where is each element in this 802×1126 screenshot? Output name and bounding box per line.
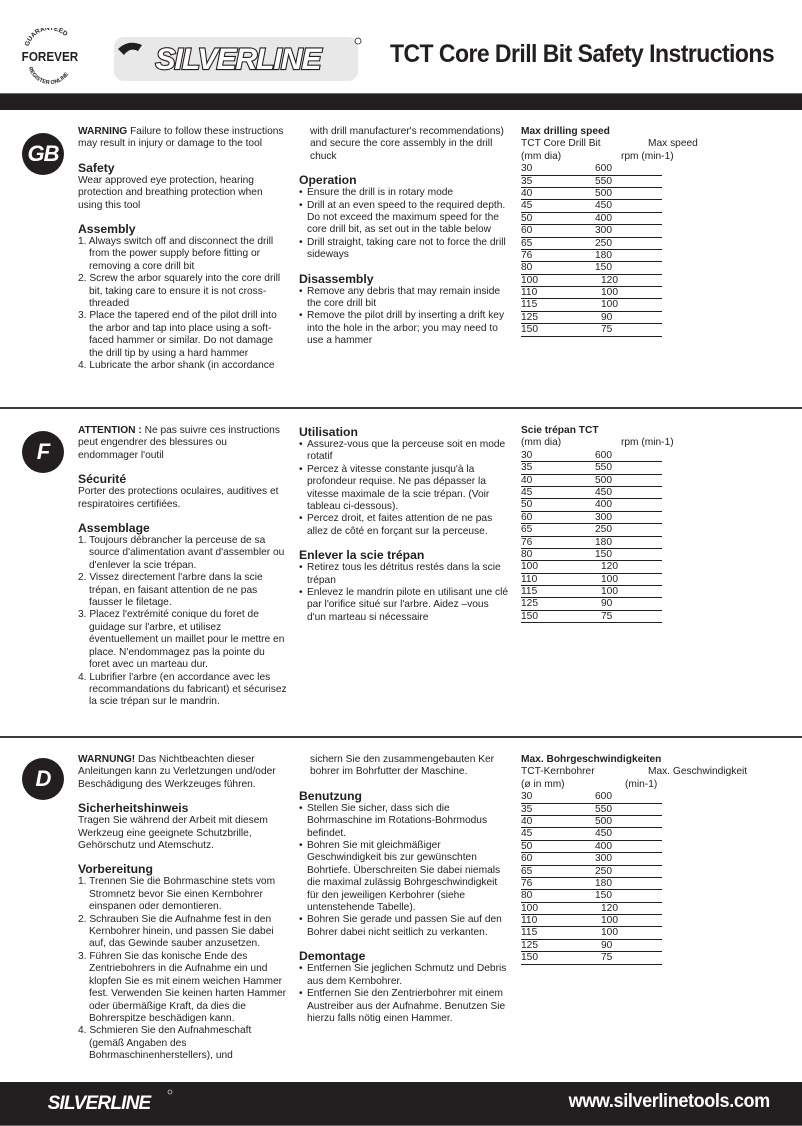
operation-item: • Bohren Sie gerade und passen Sie auf den Bohrer dabei nicht seitlich zu verkanten. <box>299 914 509 939</box>
assembly-step-continued: with drill manufacturer's recommendations) and secure the core assembly in the drill chuck <box>310 126 504 162</box>
diameter-cell: 60 <box>521 225 533 237</box>
diameter-cell: 110 <box>521 915 538 927</box>
diameter-cell: 30 <box>521 449 533 461</box>
table-title: Max drilling speed <box>521 126 610 137</box>
column-1 <box>78 425 288 709</box>
table-row <box>521 598 662 610</box>
table-row <box>521 213 662 225</box>
column-2 <box>299 754 509 1025</box>
table-row <box>521 450 662 462</box>
diameter-cell: 80 <box>521 890 533 902</box>
table-row <box>521 312 662 324</box>
svg-text:SILVERLINE: SILVERLINE <box>155 43 321 76</box>
operation-item: • Drill straight, taking care not to force the drill sideways <box>299 237 509 262</box>
speed-cell: 250 <box>595 865 612 877</box>
disassembly-item: • Remove any debris that may remain inside the core drill bit <box>299 286 509 311</box>
assembly-step: 1. Toujours débrancher la perceuse de sa source d'alimentation avant d'assembler ou d'enlever la scie trépan. <box>78 535 285 571</box>
speed-table-gb <box>521 126 761 337</box>
speed-cell: 180 <box>595 536 612 548</box>
table-row <box>521 462 662 474</box>
diameter-cell: 50 <box>521 212 533 224</box>
diameter-cell: 50 <box>521 840 533 852</box>
assembly-step: 3. Placez l'extrémité conique du foret de guidage sur l'arbre, et utilisez éventuellement un maillet pour le mettre en place. N'endommagez pas la pointe du foret avec un marteau dur. <box>78 609 285 671</box>
table-header-units <box>521 779 761 791</box>
table-row <box>521 188 662 200</box>
diameter-cell: 35 <box>521 803 533 815</box>
disassembly-heading: Disassembly <box>299 271 374 286</box>
operation-list <box>299 187 509 261</box>
assembly-steps <box>78 876 288 1062</box>
diameter-cell: 45 <box>521 486 533 498</box>
speed-cell: 450 <box>595 828 612 840</box>
table-row <box>521 574 662 586</box>
table-rows <box>521 163 761 336</box>
assembly-step: 2. Screw the arbor squarely into the core drill bit, taking care to ensure it is not cross-threaded <box>78 273 281 310</box>
operation-item: • Percez à vitesse constante jusqu'à la profondeur requise. Ne pas dépasser la vitesse maximale de la scie trépan. (Voir tableau ci-dessous). <box>299 464 509 514</box>
speed-cell: 90 <box>601 311 613 323</box>
table-row <box>521 163 662 175</box>
operation-item: • Assurez-vous que la perceuse soit en mode rotatif <box>299 439 509 464</box>
speed-cell: 400 <box>595 499 612 511</box>
column-2 <box>299 425 509 624</box>
table-row <box>521 927 662 939</box>
speed-cell: 120 <box>601 561 618 573</box>
page-footer <box>0 1082 802 1126</box>
operation-item: • Stellen Sie sicher, dass sich die Bohrmaschine im Rotations-Bohrmodus befindet. <box>299 803 509 840</box>
table-row <box>521 804 662 816</box>
page-header <box>0 0 802 93</box>
table-row <box>521 841 662 853</box>
diameter-cell: 100 <box>521 274 538 286</box>
assembly-step: 3. Place the tapered end of the pilot drill into the arbor and tap into place using a soft-faced hammer or similar. Do not damage the drill tip by using a hard hammer <box>78 310 277 359</box>
section-english <box>0 110 802 407</box>
table-row <box>521 549 662 561</box>
operation-item: • Ensure the drill is in rotary mode <box>299 187 509 199</box>
diameter-cell: 110 <box>521 287 538 299</box>
column-2 <box>299 126 509 348</box>
table-header <box>521 766 761 778</box>
operation-item: • Percez droit, et faites attention de ne pas allez de côté en forçant sur la perceuse. <box>299 513 509 538</box>
table-row <box>521 262 662 274</box>
assembly-step: 4. Lubricate the arbor shank (in accordance <box>78 360 275 372</box>
diameter-cell: 60 <box>521 511 533 523</box>
speed-cell: 150 <box>595 548 612 560</box>
diameter-cell: 65 <box>521 865 533 877</box>
speed-table-f <box>521 425 761 623</box>
speed-cell: 150 <box>595 262 612 274</box>
speed-cell: 75 <box>601 952 613 964</box>
diameter-cell: 115 <box>521 927 538 939</box>
diameter-cell: 65 <box>521 524 533 536</box>
speed-cell: 550 <box>595 175 612 187</box>
table-row <box>521 287 662 299</box>
svg-text:GUARANTEED: GUARANTEED <box>23 28 69 48</box>
header-speed-unit: (min-1) <box>625 778 658 790</box>
diameter-cell: 35 <box>521 175 533 187</box>
speed-cell: 450 <box>595 486 612 498</box>
diameter-cell: 76 <box>521 249 533 261</box>
language-badge-gb: GB <box>22 133 64 175</box>
header-diameter-unit: (mm dia) <box>521 437 562 449</box>
disassembly-list <box>299 562 509 624</box>
diameter-cell: 150 <box>521 610 538 622</box>
diameter-cell: 150 <box>521 952 538 964</box>
table-row <box>521 853 662 865</box>
table-header-units <box>521 151 761 163</box>
header-diameter-unit: (mm dia) <box>521 150 562 162</box>
diameter-cell: 115 <box>521 586 538 598</box>
column-1 <box>78 126 288 373</box>
speed-cell: 150 <box>595 890 612 902</box>
diameter-cell: 100 <box>521 902 538 914</box>
table-row <box>521 238 662 250</box>
warning-text: ATTENTION : Ne pas suivre ces instructions peut engendrer des blessures ou endommager l'outil <box>78 425 280 461</box>
diameter-cell: 30 <box>521 163 533 175</box>
speed-cell: 300 <box>595 853 612 865</box>
table-title: Max. Bohrgeschwindigkeiten <box>521 754 662 765</box>
table-row <box>521 828 662 840</box>
disassembly-item: • Remove the pilot drill by inserting a drift key into the hole in the arbor; you may need to use a hammer <box>299 310 509 347</box>
header-diameter-unit: (ø in mm) <box>521 778 565 790</box>
table-header <box>521 437 761 449</box>
table-header <box>521 138 761 150</box>
disassembly-heading: Enlever la scie trépan <box>299 548 425 563</box>
speed-table-d <box>521 754 761 965</box>
table-row <box>521 324 662 336</box>
table-row <box>521 499 662 511</box>
table-rows <box>521 450 761 623</box>
table-row <box>521 952 662 964</box>
speed-cell: 550 <box>595 803 612 815</box>
table-row <box>521 816 662 828</box>
disassembly-item: • Enlevez le mandrin pilote en utilisant une clé par l'orifice situé sur l'arbre. Aidez –vous d'un marteau si nécessaire <box>299 587 509 624</box>
speed-cell: 500 <box>595 187 612 199</box>
operation-heading: Utilisation <box>299 425 358 439</box>
speed-cell: 300 <box>595 511 612 523</box>
table-row <box>521 878 662 890</box>
speed-cell: 400 <box>595 840 612 852</box>
diameter-cell: 110 <box>521 573 538 585</box>
disassembly-heading: Demontage <box>299 949 366 964</box>
silverline-wordmark-icon <box>112 33 364 85</box>
assembly-heading: Assemblage <box>78 521 150 536</box>
diameter-cell: 65 <box>521 237 533 249</box>
table-row <box>521 275 662 287</box>
safety-heading: Safety <box>78 160 115 175</box>
diameter-cell: 30 <box>521 791 533 803</box>
svg-text:FOREVER: FOREVER <box>21 49 79 65</box>
speed-cell: 180 <box>595 877 612 889</box>
diameter-cell: 125 <box>521 939 538 951</box>
assembly-steps <box>78 236 288 372</box>
diameter-cell: 76 <box>521 536 533 548</box>
language-badge-d: D <box>22 758 64 800</box>
diameter-cell: 60 <box>521 853 533 865</box>
column-1 <box>78 754 288 1063</box>
speed-cell: 100 <box>601 299 618 311</box>
svg-text:REGISTER ONLINE: REGISTER ONLINE <box>26 66 71 86</box>
diameter-cell: 45 <box>521 828 533 840</box>
silverline-logo <box>112 33 364 85</box>
table-row <box>521 475 662 487</box>
speed-cell: 100 <box>601 573 618 585</box>
disassembly-list <box>299 963 509 1025</box>
table-row <box>521 611 662 623</box>
speed-cell: 450 <box>595 200 612 212</box>
disassembly-item: • Entfernen Sie den Zentrierbohrer mit einem Austreiber aus der Aufnahme. Benutzen Sie hierzu falls nötig einen Hammer. <box>299 988 509 1025</box>
diameter-cell: 40 <box>521 474 533 486</box>
assembly-heading: Assembly <box>78 222 136 237</box>
footer-silverline-logo <box>24 1087 174 1117</box>
page-title: TCT Core Drill Bit Safety Instructions <box>390 40 775 68</box>
operation-heading: Operation <box>299 173 357 188</box>
table-row <box>521 890 662 902</box>
table-row <box>521 940 662 952</box>
table-row <box>521 561 662 573</box>
header-speed-unit: rpm (min-1) <box>621 437 674 449</box>
table-row <box>521 487 662 499</box>
speed-cell: 120 <box>601 902 618 914</box>
speed-cell: 120 <box>601 274 618 286</box>
disassembly-item: • Retirez tous les détritus restés dans la scie trépan <box>299 562 509 587</box>
diameter-cell: 76 <box>521 877 533 889</box>
speed-cell: 550 <box>595 462 612 474</box>
speed-cell: 100 <box>601 927 618 939</box>
speed-cell: 75 <box>601 324 613 336</box>
header-speed: Max. Geschwindigkeit <box>648 766 748 778</box>
diameter-cell: 125 <box>521 598 538 610</box>
guaranteed-forever-badge <box>18 28 82 86</box>
speed-cell: 600 <box>595 449 612 461</box>
operation-list <box>299 803 509 939</box>
operation-heading: Benutzung <box>299 788 362 803</box>
diameter-cell: 50 <box>521 499 533 511</box>
speed-cell: 75 <box>601 610 613 622</box>
speed-cell: 90 <box>601 939 613 951</box>
table-row <box>521 176 662 188</box>
speed-cell: 500 <box>595 815 612 827</box>
operation-item: • Bohren Sie mit gleichmäßiger Geschwindigkeit bis zur gewünschten Bohrtiefe. Überschreiten Sie dabei niemals die maximal zulässig Bohrgeschwindigkeit für den jeweiligen Kerbohrer (siehe untenstehende Tabelle). <box>299 840 509 914</box>
table-row <box>521 512 662 524</box>
table-row <box>521 586 662 598</box>
operation-list <box>299 439 509 538</box>
assembly-step: 2. Schrauben Sie die Aufnahme fest in den Kernbohrer hinein, und passen Sie dabei auf, das Gewinde sauber anzusetzen. <box>78 913 274 950</box>
speed-cell: 250 <box>595 524 612 536</box>
assembly-steps <box>78 535 288 709</box>
safety-heading: Sécurité <box>78 472 127 487</box>
operation-item: • Drill at an even speed to the required depth. Do not exceed the maximum speed for the core drill bit, as set out in the table below <box>299 200 509 237</box>
speed-cell: 600 <box>595 791 612 803</box>
table-row <box>521 791 662 803</box>
assembly-heading: Vorbereitung <box>78 862 153 877</box>
diameter-cell: 100 <box>521 561 538 573</box>
diameter-cell: 40 <box>521 815 533 827</box>
safety-text: Tragen Sie während der Arbeit mit diesem Werkzeug eine geeignete Schutzbrille, Gehörschutz und Atemschutz. <box>78 815 268 852</box>
speed-cell: 90 <box>601 598 613 610</box>
diameter-cell: 150 <box>521 324 538 336</box>
table-row <box>521 524 662 536</box>
safety-text: Wear approved eye protection, hearing protection and breathing protection when using this tool <box>78 174 263 211</box>
website-link[interactable]: www.silverlinetools.com <box>568 1091 770 1112</box>
table-row <box>521 200 662 212</box>
warning-text: WARNUNG! Das Nichtbeachten dieser Anleitungen kann zu Verletzungen und/oder Beschädigung des Werkzeuges führen. <box>78 754 276 790</box>
table-row <box>521 903 662 915</box>
diameter-cell: 45 <box>521 200 533 212</box>
table-rows <box>521 791 761 964</box>
assembly-step-continued: sichern Sie den zusammengebauten Ker bohrer im Bohrfutter der Maschine. <box>310 754 495 778</box>
assembly-step: 2. Vissez directement l'arbre dans la scie trépan, en faisant attention de ne pas fausser le filetage. <box>78 572 263 609</box>
speed-cell: 100 <box>601 287 618 299</box>
speed-cell: 400 <box>595 212 612 224</box>
header-divider-bar <box>0 93 802 110</box>
speed-cell: 300 <box>595 225 612 237</box>
diameter-cell: 80 <box>521 548 533 560</box>
assembly-step: 4. Lubrifier l'arbre (en accordance avec les recommandations du fabricant) et sécurisez la scie trépan sur le mandrin. <box>78 671 287 708</box>
section-french <box>0 407 802 736</box>
badge-icon <box>18 28 82 86</box>
speed-cell: 250 <box>595 237 612 249</box>
assembly-step: 4. Schmieren Sie den Aufnahmeschaft (gemäß Angaben des Bohrmaschinenherstellers), und <box>78 1025 252 1062</box>
speed-cell: 180 <box>595 249 612 261</box>
header-speed-unit: rpm (min-1) <box>621 150 674 162</box>
assembly-step: 1. Always switch off and disconnect the drill from the power supply before fitting or removing a core drill bit <box>78 236 274 272</box>
speed-cell: 600 <box>595 163 612 175</box>
table-title: Scie trépan TCT <box>521 425 599 436</box>
safety-heading: Sicherheitshinweis <box>78 801 189 816</box>
silverline-wordmark-icon <box>24 1087 174 1117</box>
language-badge-f: F <box>22 431 64 473</box>
diameter-cell: 35 <box>521 462 533 474</box>
table-row <box>521 225 662 237</box>
table-row <box>521 299 662 311</box>
table-row <box>521 915 662 927</box>
disassembly-list <box>299 286 509 348</box>
speed-cell: 500 <box>595 474 612 486</box>
table-row <box>521 866 662 878</box>
header-diameter: TCT Core Drill Bit <box>521 138 601 150</box>
diameter-cell: 40 <box>521 187 533 199</box>
warning-text: WARNING Failure to follow these instructions may result in injury or damage to the tool <box>78 126 284 150</box>
table-row <box>521 250 662 262</box>
table-row <box>521 537 662 549</box>
speed-cell: 100 <box>601 915 618 927</box>
speed-cell: 100 <box>601 586 618 598</box>
assembly-step: 3. Führen Sie das konische Ende des Zentriebohrers in die Aufnahme ein und klopfen Sie es mit einem weichen Hammer fest. Verwenden Sie keinen harten Hammer oder übermäßige Kraft, da dies die Bohrerspitze beschädigen kann. <box>78 950 287 1024</box>
assembly-step: 1. Trennen Sie die Bohrmaschine stets vom Stromnetz bevor Sie einen Kernbohrer einspanen oder demontieren. <box>78 876 276 913</box>
header-diameter: TCT-Kernbohrer <box>521 766 595 778</box>
safety-text: Porter des protections oculaires, auditives et respiratoires certifiées. <box>78 486 279 510</box>
diameter-cell: 115 <box>521 299 538 311</box>
disassembly-item: • Entfernen Sie jeglichen Schmutz und Debris aus dem Kernbohrer. <box>299 963 509 988</box>
diameter-cell: 80 <box>521 262 533 274</box>
section-german <box>0 736 802 1072</box>
diameter-cell: 125 <box>521 311 538 323</box>
svg-text:SILVERLINE: SILVERLINE <box>47 1093 151 1114</box>
header-speed: Max speed <box>648 138 698 150</box>
